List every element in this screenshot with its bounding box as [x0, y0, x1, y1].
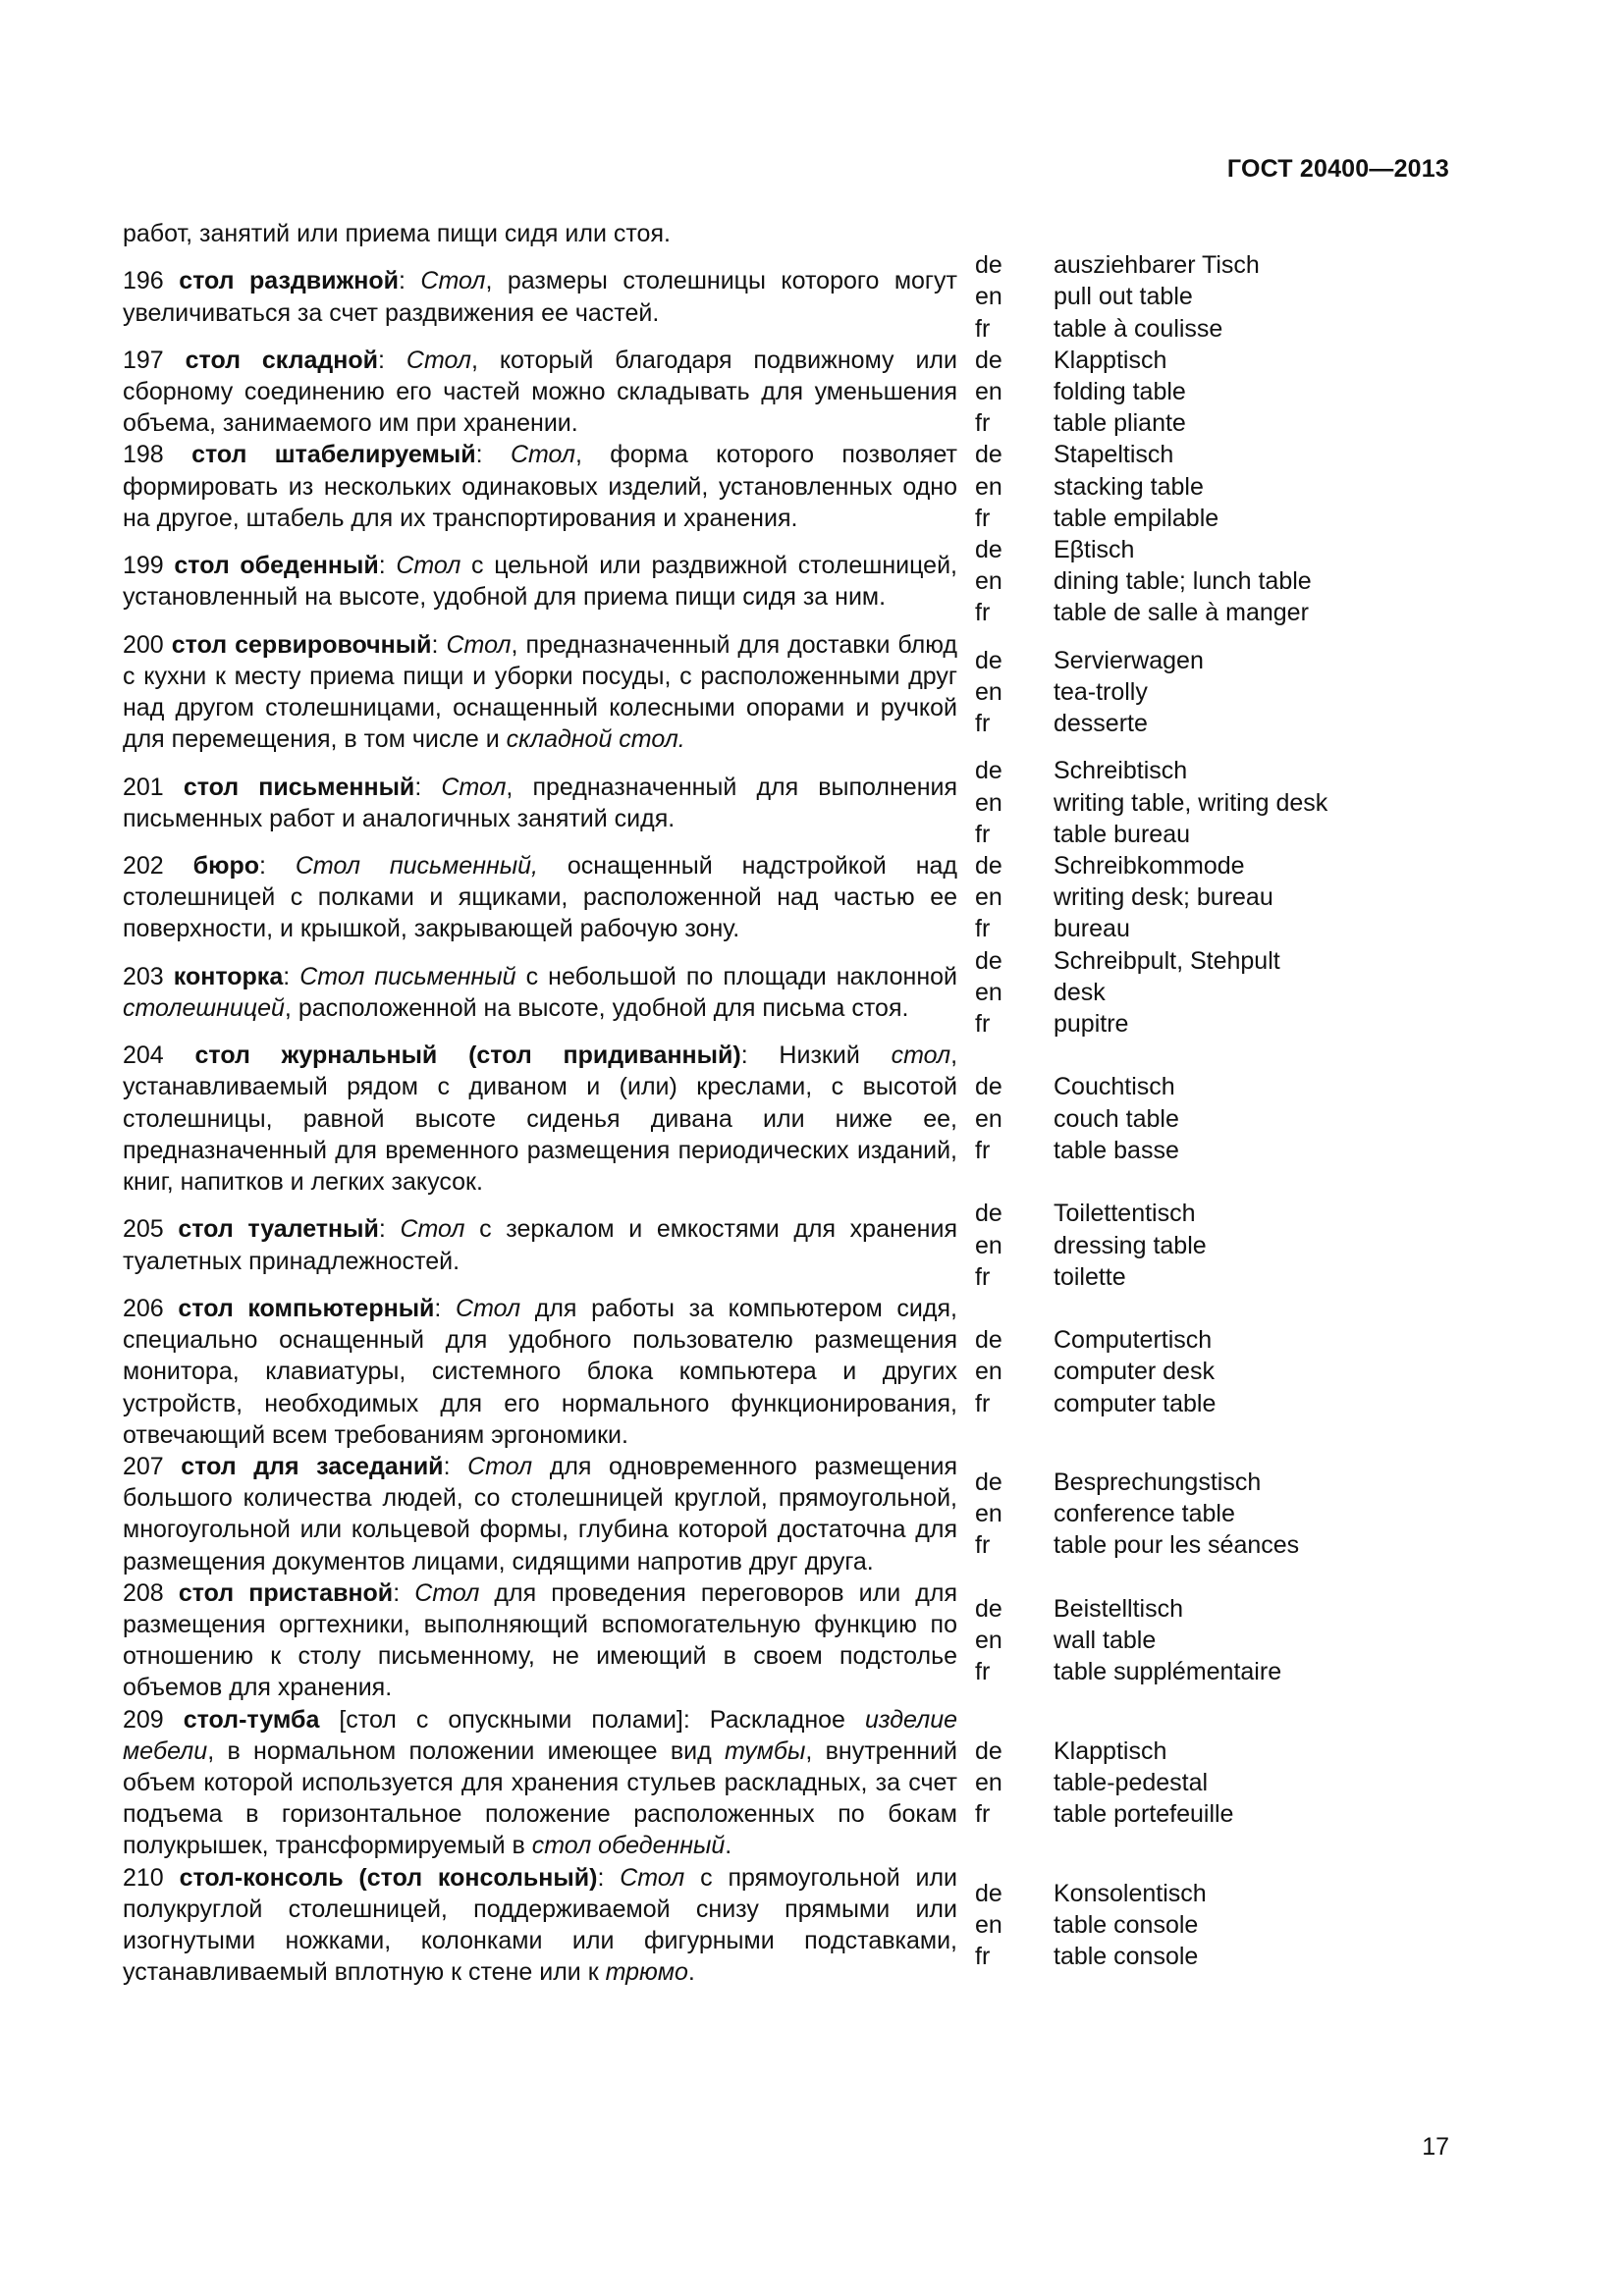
definition-italic-ref: столешницей — [123, 993, 285, 1022]
translation-term: Computertisch — [1054, 1326, 1213, 1355]
entry-definition — [123, 1213, 957, 1276]
definition-text: : — [393, 1578, 415, 1607]
glossary-entry — [123, 1198, 1458, 1293]
entry-number: 204 — [123, 1041, 164, 1070]
entry-term: стол-тумба — [183, 1705, 320, 1734]
glossary-entry — [123, 1293, 1458, 1451]
translation-term: computer desk — [1054, 1358, 1215, 1386]
entry-definition — [123, 961, 957, 1024]
definition-italic-ref: Стол письменный, — [295, 852, 538, 881]
entry-number: 196 — [123, 267, 164, 295]
translation-term: writing desk; bureau — [1054, 883, 1273, 912]
glossary-entry — [123, 1704, 1458, 1862]
definition-text: : — [378, 1215, 401, 1244]
translation-term: Schreibkommode — [1054, 852, 1245, 881]
language-code: de — [975, 1468, 1002, 1497]
definition-text: , форма которого позволяет формировать из нескольких одинаковых изделий, установленных одно на другое, штабель для их транспортирования и хранения. — [123, 441, 957, 532]
translation-term: bureau — [1054, 915, 1130, 943]
translations — [1054, 1593, 1458, 1688]
language-code: de — [975, 1326, 1002, 1355]
definition-italic-ref: Стол — [510, 441, 575, 469]
definition-text: : — [259, 852, 296, 881]
language-code: en — [975, 883, 1002, 912]
translation-term: Eβtisch — [1054, 536, 1135, 564]
language-code: fr — [975, 1010, 991, 1039]
glossary-entry — [123, 249, 1458, 345]
entry-number: 197 — [123, 346, 164, 374]
definition-text: : — [434, 1294, 457, 1322]
language-code: de — [975, 536, 1002, 564]
lead-text: работ, занятий или приема пищи сидя или стоя. — [123, 220, 671, 247]
language-code: en — [975, 283, 1002, 311]
language-code: fr — [975, 1262, 991, 1291]
language-code: de — [975, 646, 1002, 674]
definition-italic-ref: Стол — [456, 1294, 521, 1322]
language-code: en — [975, 788, 1002, 817]
entry-number: 203 — [123, 962, 164, 990]
language-code: en — [975, 1104, 1002, 1133]
definition-text: с зеркалом и емкостями для хранения туалетных принадлежностей. — [123, 1215, 957, 1275]
translation-term: pupitre — [1054, 1010, 1129, 1039]
translation-term: Klapptisch — [1054, 346, 1167, 374]
definition-text: : — [414, 773, 442, 801]
language-codes — [975, 1198, 1054, 1293]
language-codes — [975, 249, 1054, 345]
language-code: fr — [975, 1658, 991, 1686]
translation-term: Klapptisch — [1054, 1736, 1167, 1765]
definition-text: : — [431, 630, 447, 659]
definition-italic-ref: Стол — [420, 267, 486, 295]
definition-text: с небольшой по площади наклонной — [515, 962, 957, 990]
definition-italic-ref: Стол — [400, 1215, 465, 1244]
language-code: de — [975, 251, 1002, 280]
entry-definition — [123, 550, 957, 613]
language-codes — [975, 755, 1054, 850]
translation-term: table bureau — [1054, 820, 1191, 848]
language-code: en — [975, 472, 1002, 501]
language-code: de — [975, 946, 1002, 975]
definition-italic-ref: Стол письменный — [299, 962, 516, 990]
translation-term: desk — [1054, 978, 1106, 1006]
language-codes — [975, 345, 1054, 440]
translation-term: table pour les séances — [1054, 1531, 1300, 1560]
entry-number: 200 — [123, 630, 164, 659]
language-code: fr — [975, 314, 991, 343]
translations — [1054, 645, 1458, 740]
glossary-entry — [123, 1451, 1458, 1577]
entry-number: 198 — [123, 441, 164, 469]
language-codes — [975, 850, 1054, 945]
language-code: fr — [975, 1136, 991, 1164]
language-codes — [975, 1878, 1054, 1973]
translation-term: table console — [1054, 1910, 1199, 1939]
translation-term: toilette — [1054, 1262, 1126, 1291]
language-code: fr — [975, 820, 991, 848]
translation-term: Stapeltisch — [1054, 441, 1174, 469]
translation-term: stacking table — [1054, 472, 1204, 501]
glossary-entry — [123, 439, 1458, 534]
entry-number: 207 — [123, 1452, 164, 1480]
definition-italic-ref: стол — [891, 1041, 951, 1070]
definition-text: : — [283, 962, 300, 990]
definition-text: : Низкий — [740, 1041, 892, 1070]
definition-italic-ref: складной стол. — [506, 725, 685, 754]
lead-line — [123, 218, 1458, 249]
definition-text: , в нормальном положении имеющее вид — [207, 1736, 725, 1765]
entry-term: стол туалетный — [178, 1215, 379, 1244]
translation-term: table basse — [1054, 1136, 1179, 1164]
translations — [1054, 945, 1458, 1041]
entry-definition — [123, 850, 957, 945]
entry-term: стол приставной — [178, 1578, 394, 1607]
glossary-content — [123, 218, 1458, 1988]
translation-term: wall table — [1054, 1627, 1157, 1655]
language-code: de — [975, 346, 1002, 374]
entry-definition — [123, 1704, 957, 1862]
entry-term: стол раздвижной — [179, 267, 399, 295]
translations — [1054, 850, 1458, 945]
language-code: de — [975, 1073, 1002, 1101]
definition-italic-ref: Стол — [414, 1578, 480, 1607]
definition-text: . — [687, 1958, 695, 1987]
definition-text: с цельной или раздвижной столешницей, установленный на высоте, удобной для приема пищи сидя за ним. — [123, 552, 957, 612]
translation-term: Besprechungstisch — [1054, 1468, 1262, 1497]
language-code: fr — [975, 710, 991, 738]
entry-definition — [123, 1293, 957, 1451]
entry-number: 201 — [123, 773, 164, 801]
language-codes — [975, 1593, 1054, 1688]
entry-number: 199 — [123, 552, 164, 580]
definition-text: , размеры столешницы которого могут увеличиваться за счет раздвижения ее частей. — [123, 267, 957, 327]
translation-term: table de salle à manger — [1054, 599, 1309, 627]
language-code: fr — [975, 409, 991, 438]
entry-number: 210 — [123, 1863, 164, 1892]
definition-text: оснащенный надстройкой над столешницей с полками и ящиками, расположенной над частью ее поверхности, и крышкой, закрывающей рабочую зону. — [123, 852, 957, 943]
definition-text: [стол с опускными полами]: Раскладное — [319, 1705, 865, 1734]
entry-number: 209 — [123, 1705, 164, 1734]
language-codes — [975, 1735, 1054, 1831]
entry-term: стол письменный — [183, 773, 415, 801]
language-code: fr — [975, 504, 991, 532]
definition-italic-ref: Стол — [620, 1863, 685, 1892]
entry-number: 206 — [123, 1294, 164, 1322]
glossary-entry — [123, 629, 1458, 756]
entry-number: 208 — [123, 1578, 164, 1607]
definition-text: , расположенной на высоте, удобной для письма стоя. — [284, 993, 909, 1022]
glossary-entry — [123, 755, 1458, 850]
language-code: en — [975, 677, 1002, 706]
translations — [1054, 1071, 1458, 1166]
translation-term: Toilettentisch — [1054, 1200, 1196, 1228]
glossary-entry — [123, 1862, 1458, 1989]
language-code: en — [975, 1768, 1002, 1796]
language-code: en — [975, 378, 1002, 406]
definition-italic-ref: изделие мебели — [123, 1705, 958, 1765]
translations — [1054, 439, 1458, 534]
language-code: fr — [975, 599, 991, 627]
language-codes — [975, 945, 1054, 1041]
translation-term: Couchtisch — [1054, 1073, 1175, 1101]
definition-text: : — [378, 346, 406, 374]
glossary-entry — [123, 1040, 1458, 1198]
definition-text: : — [475, 441, 511, 469]
entry-number: 202 — [123, 852, 164, 881]
page-number: 17 — [1422, 2133, 1449, 2161]
language-code: en — [975, 1910, 1002, 1939]
translation-term: table empilable — [1054, 504, 1219, 532]
entry-definition — [123, 772, 957, 834]
translation-term: Schreibpult, Stehpult — [1054, 946, 1280, 975]
definition-italic-ref: Стол — [446, 630, 512, 659]
entry-term: стол для заседаний — [181, 1452, 444, 1480]
entry-definition — [123, 1862, 957, 1989]
definition-text: , внутренний объем которой используется для хранения стульев раскладных, за счет подъема в горизонтальное положение расположенных по бокам полукрышек, трансформируемый в — [123, 1736, 958, 1860]
language-code: en — [975, 1231, 1002, 1259]
language-code: fr — [975, 1800, 991, 1829]
definition-text: для работы за компьютером сидя, специально оснащенный для удобного пользователю размещения монитора, клавиатуры, системного блока компьютера и других устройств, необходимых для его нормального функционирования, отвечающий всем требованиям эргономики. — [123, 1294, 957, 1449]
translation-term: writing table, writing desk — [1054, 788, 1328, 817]
translation-term: couch table — [1054, 1104, 1179, 1133]
definition-text: , предназначенный для выполнения письменных работ и аналогичных занятий сидя. — [123, 773, 957, 832]
language-code: fr — [975, 915, 991, 943]
translation-term: Schreibtisch — [1054, 757, 1188, 785]
translation-term: table portefeuille — [1054, 1800, 1234, 1829]
entry-term: стол сервировочный — [171, 630, 432, 659]
entry-term: стол-консоль (стол консольный) — [179, 1863, 598, 1892]
definition-italic-ref: Стол — [406, 346, 471, 374]
translation-term: dressing table — [1054, 1231, 1207, 1259]
entry-term: стол складной — [185, 346, 379, 374]
language-codes — [975, 534, 1054, 629]
translations — [1054, 1878, 1458, 1973]
definition-text: : — [378, 552, 397, 580]
glossary-entry — [123, 534, 1458, 629]
language-code: de — [975, 441, 1002, 469]
translations — [1054, 1735, 1458, 1831]
glossary-entry — [123, 345, 1458, 440]
translations — [1054, 1467, 1458, 1562]
translations — [1054, 345, 1458, 440]
definition-italic-ref: Стол — [467, 1452, 533, 1480]
translation-term: pull out table — [1054, 283, 1193, 311]
language-code: fr — [975, 1943, 991, 1971]
glossary-entry — [123, 945, 1458, 1041]
translations — [1054, 534, 1458, 629]
translation-term: table console — [1054, 1943, 1199, 1971]
language-code: en — [975, 567, 1002, 596]
definition-text: , предназначенный для доставки блюд с кухни к месту приема пищи и уборки посуды, с расположенными друг над другом столешницами, оснащенный колесными опорами и ручкой для перемещения, в том числе и — [123, 630, 957, 754]
translation-term: dining table; lunch table — [1054, 567, 1312, 596]
language-codes — [975, 1324, 1054, 1419]
definition-italic-ref: Стол — [396, 552, 461, 580]
language-code: de — [975, 1200, 1002, 1228]
translation-term: ausziehbarer Tisch — [1054, 251, 1260, 280]
language-codes — [975, 439, 1054, 534]
translation-term: desserte — [1054, 710, 1148, 738]
translation-term: Beistelltisch — [1054, 1594, 1183, 1623]
language-code: de — [975, 757, 1002, 785]
language-code: de — [975, 1879, 1002, 1907]
entry-definition — [123, 1451, 957, 1577]
translation-term: Konsolentisch — [1054, 1879, 1207, 1907]
language-code: de — [975, 1736, 1002, 1765]
definition-text: : — [443, 1452, 468, 1480]
language-code: de — [975, 852, 1002, 881]
definition-italic-ref: тумбы — [724, 1736, 806, 1765]
glossary-entry — [123, 850, 1458, 945]
translations — [1054, 1198, 1458, 1293]
glossary-entry — [123, 1577, 1458, 1704]
definition-italic-ref: трюмо — [605, 1958, 688, 1987]
translation-term: table-pedestal — [1054, 1768, 1209, 1796]
definition-text: . — [725, 1832, 732, 1860]
language-code: en — [975, 1500, 1002, 1528]
language-codes — [975, 645, 1054, 740]
language-codes — [975, 1071, 1054, 1166]
translations — [1054, 249, 1458, 345]
language-code: de — [975, 1594, 1002, 1623]
language-code: en — [975, 978, 1002, 1006]
language-code: fr — [975, 1389, 991, 1417]
translations — [1054, 755, 1458, 850]
translation-term: Servierwagen — [1054, 646, 1204, 674]
document-header: ГОСТ 20400—2013 — [1226, 155, 1449, 183]
entry-number: 205 — [123, 1215, 164, 1244]
language-code: en — [975, 1358, 1002, 1386]
translation-term: table à coulisse — [1054, 314, 1223, 343]
definition-text: , устанавливаемый рядом с диваном и (или) креслами, с высотой столешницы, равной высоте сиденья дивана или ниже ее, предназначенный для временного размещения периодических изданий, книг, напитков и легких закусок. — [123, 1041, 958, 1197]
entry-term: конторка — [173, 962, 284, 990]
definition-text: : — [597, 1863, 621, 1892]
translation-term: folding table — [1054, 378, 1186, 406]
entry-definition — [123, 265, 957, 328]
language-codes — [975, 1467, 1054, 1562]
entry-definition — [123, 1040, 957, 1198]
definition-text: для одновременного размещения большого количества людей, со столешницей круглой, прямоугольной, многоугольной или кольцевой формы, глубина которой достаточна для размещения документов лицами, сидящими напротив друг друга. — [123, 1452, 957, 1575]
entry-term: стол компьютерный — [178, 1294, 435, 1322]
translation-term: tea-trolly — [1054, 677, 1148, 706]
definition-italic-ref: стол обеденный — [531, 1832, 726, 1860]
language-code: en — [975, 1627, 1002, 1655]
entry-term: стол обеденный — [174, 552, 379, 580]
entry-term: стол журнальный (стол придиванный) — [194, 1041, 741, 1070]
definition-text: для проведения переговоров или для размещения оргтехники, выполняющий вспомогательную функцию по отношению к столу письменному, не имеющий в своем подстолье объемов для хранения. — [123, 1578, 957, 1702]
definition-text: с прямоугольной или полукруглой столешницей, поддерживаемой снизу прямыми или изогнутыми ножками, колонками или фигурными подставками, устанавливаемый вплотную к стене или к — [123, 1863, 958, 1987]
entry-definition — [123, 1577, 957, 1704]
definition-text: , который благодаря подвижному или сборному соединению его частей можно складывать для уменьшения объема, занимаемого им при хранении. — [123, 346, 957, 438]
entry-definition — [123, 345, 957, 440]
entry-definition — [123, 439, 957, 534]
translation-term: table supplémentaire — [1054, 1658, 1282, 1686]
entry-term: стол штабелируемый — [191, 441, 476, 469]
translation-term: conference table — [1054, 1500, 1235, 1528]
definition-text: : — [399, 267, 421, 295]
translations — [1054, 1324, 1458, 1419]
translation-term: computer table — [1054, 1389, 1217, 1417]
translation-term: table pliante — [1054, 409, 1186, 438]
entry-term: бюро — [192, 852, 259, 881]
definition-italic-ref: Стол — [441, 773, 507, 801]
language-code: fr — [975, 1531, 991, 1560]
entry-definition — [123, 629, 957, 756]
